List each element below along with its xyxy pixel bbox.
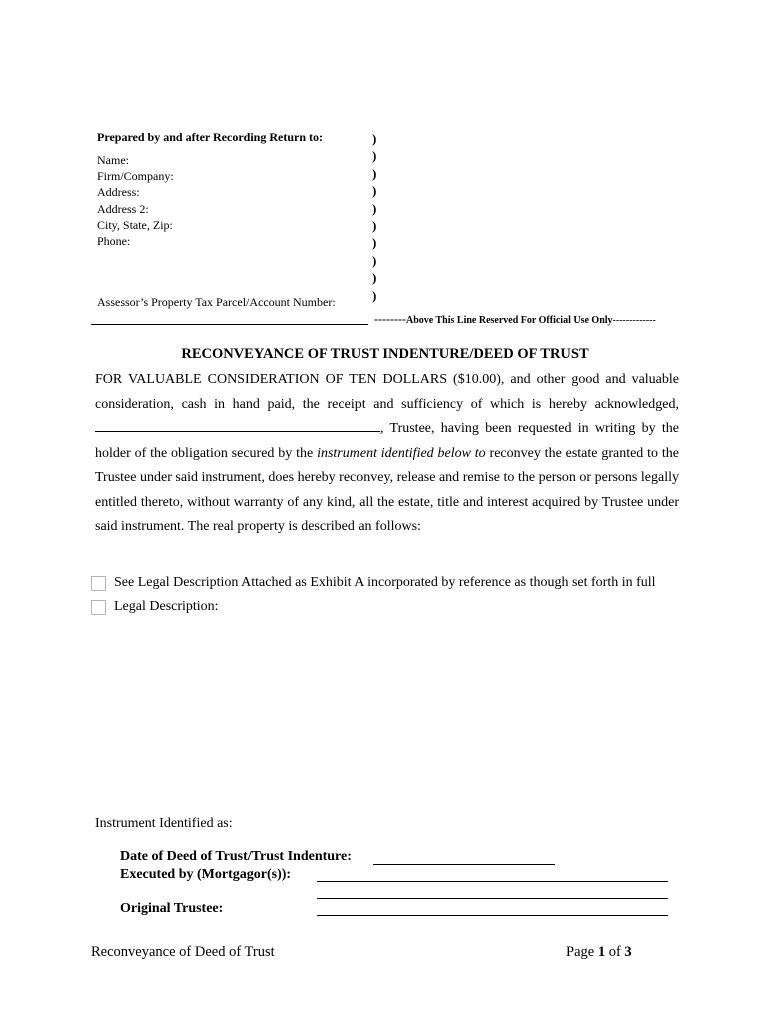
body-paragraph — [95, 368, 679, 540]
assessor-parcel-label: Assessor’s Property Tax Parcel/Account Number: — [97, 295, 336, 309]
executed-by-label: Executed by (Mortgagor(s)): — [120, 867, 292, 882]
body-text-part2: , Trustee, having been requested in writing by the holder of the obligation secured by the — [95, 421, 679, 461]
paren: ) — [372, 287, 377, 303]
exhibit-a-checkbox[interactable] — [91, 576, 106, 591]
name-label: Name: — [97, 153, 129, 167]
firm-label: Firm/Company: — [97, 169, 174, 184]
paren: ) — [372, 148, 377, 164]
executed-by-line-2[interactable] — [317, 898, 668, 899]
total-pages: 3 — [624, 944, 632, 960]
address2-label: Address 2: — [97, 201, 149, 216]
official-use-notice — [374, 312, 656, 327]
paren: ) — [372, 252, 377, 268]
legal-description-option[interactable] — [91, 599, 219, 615]
instrument-identified-label: Instrument Identified as: — [95, 816, 233, 831]
current-page: 1 — [597, 944, 606, 960]
address-label: Address: — [97, 185, 140, 200]
city-state-zip-label: City, State, Zip: — [97, 217, 173, 232]
document-title: RECONVEYANCE OF TRUST INDENTURE/DEED OF TRUST — [181, 346, 589, 362]
paren: ) — [372, 270, 377, 286]
original-trustee-line[interactable] — [317, 915, 668, 916]
trustee-name-blank[interactable] — [95, 417, 380, 432]
paren: ) — [372, 183, 377, 199]
exhibit-a-label: See Legal Description Attached as Exhibit A incorporated by reference as though set forth in full — [114, 575, 656, 590]
page-word: Page — [566, 944, 595, 960]
deed-date-label: Date of Deed of Trust/Trust Indenture: — [120, 849, 352, 864]
of-word: of — [608, 944, 621, 960]
reserved-prefix: -------- — [374, 312, 406, 326]
page-number — [566, 944, 632, 961]
paren-column — [372, 130, 376, 304]
legal-description-checkbox[interactable] — [91, 600, 106, 615]
reserved-suffix: ------------- — [612, 315, 656, 326]
header-underline — [91, 324, 368, 325]
reserved-text: Above This Line Reserved For Official Use Only — [405, 315, 613, 326]
deed-date-line[interactable] — [373, 864, 555, 865]
paren: ) — [372, 218, 377, 234]
body-text-part1: FOR VALUABLE CONSIDERATION OF TEN DOLLARS ($10.00), and other good and valuable consideration, cash in hand paid, the receipt and sufficiency of which is hereby acknowledged, — [95, 372, 679, 412]
executed-by-line[interactable] — [317, 881, 668, 882]
return-address-fields — [97, 152, 174, 249]
original-trustee-label: Original Trustee: — [120, 901, 224, 916]
phone-label: Phone: — [97, 234, 131, 249]
legal-description-label: Legal Description: — [114, 599, 219, 614]
body-text-part3: reconvey the estate granted to the Trustee under said instrument, does hereby reconvey, release and remise to the person or persons legally entitled thereto, without warranty of any kind, all the estate, title and interest acquired by Trustee under said instrument. The real property is described an follows: — [95, 445, 679, 534]
prepared-by-heading: Prepared by and after Recording Return to: — [97, 130, 323, 144]
exhibit-a-option[interactable] — [91, 575, 656, 591]
paren: ) — [372, 131, 377, 146]
footer-document-name: Reconveyance of Deed of Trust — [91, 944, 275, 960]
body-text-italic: instrument identified below to — [317, 445, 486, 461]
paren: ) — [372, 200, 377, 216]
paren: ) — [372, 165, 377, 181]
paren: ) — [372, 235, 377, 251]
